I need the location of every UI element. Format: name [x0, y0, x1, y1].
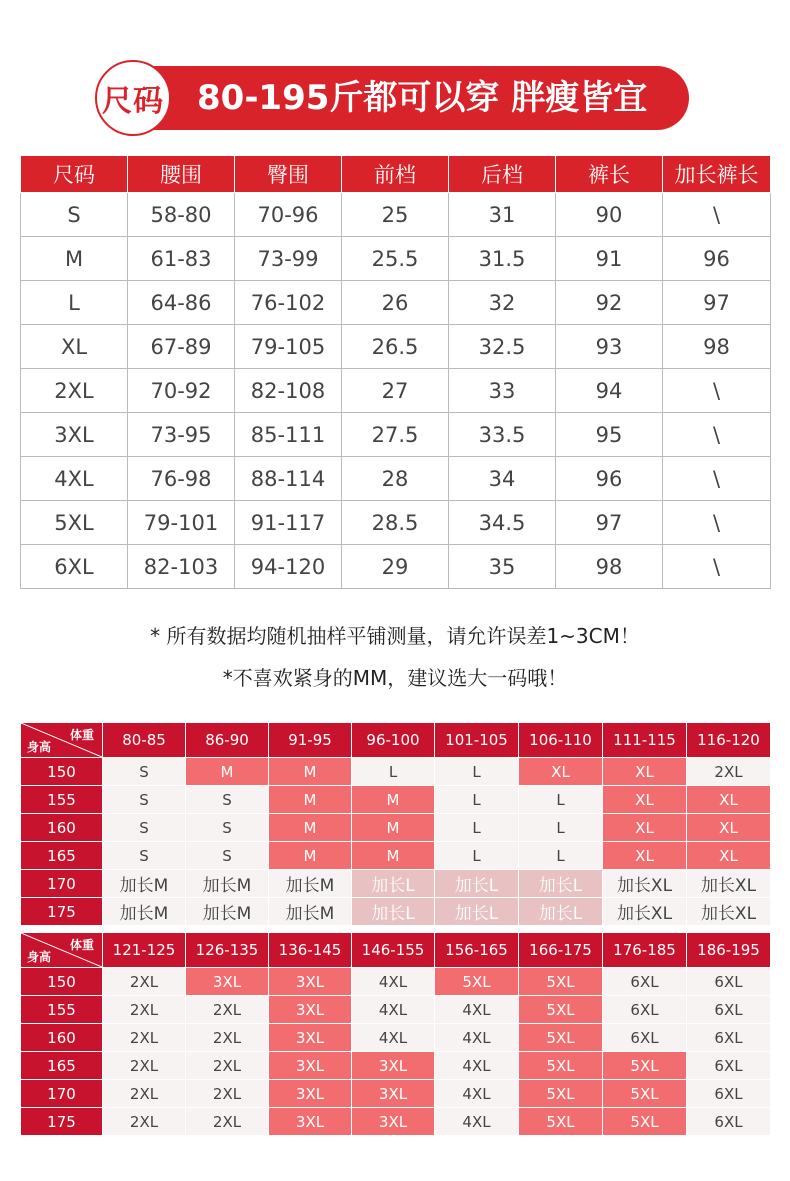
recommended-size-cell: 3XL [269, 1080, 352, 1108]
recommended-size-cell: 加长L [519, 870, 603, 898]
recommended-size-cell: XL [687, 786, 771, 814]
size-table-row [21, 281, 771, 325]
size-recommendation-table-1 [20, 722, 771, 926]
banner-badge-text: 尺码 [102, 84, 164, 119]
recommended-size-cell: XL [687, 842, 771, 870]
recommended-size-cell: 2XL [687, 758, 771, 786]
recommended-size-cell: L [435, 842, 519, 870]
height-label-cell: 160 [21, 1024, 103, 1052]
size-table-cell: 26.5 [342, 325, 449, 369]
rec-table-row [21, 758, 771, 786]
size-table-header-row [21, 156, 771, 193]
size-table-cell: 98 [556, 545, 663, 589]
size-table-cell: 28 [342, 457, 449, 501]
size-table-cell: 76-102 [235, 281, 342, 325]
recommended-size-cell: S [186, 786, 269, 814]
size-table-cell: 98 [663, 325, 771, 369]
recommended-size-cell: 6XL [687, 1052, 771, 1080]
height-label-cell: 170 [21, 870, 103, 898]
recommended-size-cell: S [103, 786, 186, 814]
height-label-cell: 165 [21, 1052, 103, 1080]
rec-table-row [21, 842, 771, 870]
size-table-cell: 34 [449, 457, 556, 501]
size-table-cell: 93 [556, 325, 663, 369]
rec-table-header-row [21, 933, 771, 968]
size-table-row [21, 501, 771, 545]
recommended-size-cell: 4XL [435, 1080, 519, 1108]
recommended-size-cell: XL [603, 786, 687, 814]
size-table-cell: 26 [342, 281, 449, 325]
recommended-size-cell: S [186, 842, 269, 870]
rec-table-row [21, 1024, 771, 1052]
recommended-size-cell: 2XL [186, 1108, 269, 1136]
size-table-cell: 25 [342, 193, 449, 237]
size-table-cell: \ [663, 369, 771, 413]
size-table-cell: 27 [342, 369, 449, 413]
size-table-cell: 31.5 [449, 237, 556, 281]
recommended-size-cell: L [519, 786, 603, 814]
size-table-cell: 88-114 [235, 457, 342, 501]
size-table-header-cell: 后档 [449, 156, 556, 193]
size-table-header-cell: 裤长 [556, 156, 663, 193]
size-table-cell: 95 [556, 413, 663, 457]
size-table-cell: 97 [663, 281, 771, 325]
recommended-size-cell: 加长L [435, 870, 519, 898]
recommended-size-cell: M [269, 786, 352, 814]
recommended-size-cell: 加长XL [603, 898, 687, 926]
size-table-cell: 4XL [21, 457, 128, 501]
recommended-size-cell: 4XL [435, 1108, 519, 1136]
recommended-size-cell: 2XL [103, 968, 186, 996]
size-table-cell: 73-95 [128, 413, 235, 457]
recommended-size-cell: 6XL [687, 1080, 771, 1108]
rec-table-corner-cell [21, 723, 103, 758]
recommended-size-cell: 加长M [103, 870, 186, 898]
weight-range-header: 116-120 [687, 723, 771, 758]
recommended-size-cell: 3XL [352, 1052, 435, 1080]
size-table-cell: 94-120 [235, 545, 342, 589]
size-table-cell: 3XL [21, 413, 128, 457]
recommended-size-cell: S [103, 758, 186, 786]
recommended-size-cell: 4XL [435, 1024, 519, 1052]
recommended-size-cell: 2XL [103, 1052, 186, 1080]
size-table-cell: \ [663, 457, 771, 501]
recommended-size-cell: 6XL [687, 996, 771, 1024]
size-recommendation-table-2 [20, 932, 771, 1136]
banner-badge [95, 60, 171, 136]
recommended-size-cell: 2XL [186, 1052, 269, 1080]
recommended-size-cell: 加长L [435, 898, 519, 926]
recommended-size-cell: 5XL [603, 1080, 687, 1108]
recommended-size-cell: XL [519, 758, 603, 786]
recommended-size-cell: 5XL [519, 1108, 603, 1136]
recommended-size-cell: 2XL [186, 996, 269, 1024]
corner-height-label: 身高 [27, 950, 52, 964]
size-table-cell: 91 [556, 237, 663, 281]
size-table-cell: 29 [342, 545, 449, 589]
size-table-cell: 79-105 [235, 325, 342, 369]
recommended-size-cell: 3XL [269, 1052, 352, 1080]
recommended-size-cell: 加长XL [687, 870, 771, 898]
size-table-cell: 97 [556, 501, 663, 545]
size-table-cell: 28.5 [342, 501, 449, 545]
weight-range-header: 86-90 [186, 723, 269, 758]
size-table-cell: 70-96 [235, 193, 342, 237]
recommended-size-cell: 加长L [352, 898, 435, 926]
weight-range-header: 91-95 [269, 723, 352, 758]
recommended-size-cell: XL [687, 814, 771, 842]
recommended-size-cell: 2XL [186, 1024, 269, 1052]
recommended-size-cell: 3XL [352, 1080, 435, 1108]
recommended-size-cell: 加长M [103, 898, 186, 926]
recommended-size-cell: 4XL [352, 968, 435, 996]
size-table-cell: 27.5 [342, 413, 449, 457]
recommended-size-cell: 加长L [519, 898, 603, 926]
weight-range-header: 166-175 [519, 933, 603, 968]
size-table-cell: 94 [556, 369, 663, 413]
recommended-size-cell: S [186, 814, 269, 842]
recommended-size-cell: L [519, 814, 603, 842]
size-table-cell: 31 [449, 193, 556, 237]
size-table-header-cell: 臀围 [235, 156, 342, 193]
size-table-row [21, 325, 771, 369]
size-table-cell: 6XL [21, 545, 128, 589]
recommended-size-cell: L [519, 842, 603, 870]
size-table-cell: \ [663, 501, 771, 545]
recommended-size-cell: 6XL [687, 968, 771, 996]
height-label-cell: 165 [21, 842, 103, 870]
rec-table-row [21, 1052, 771, 1080]
recommended-size-cell: 4XL [435, 1052, 519, 1080]
recommended-size-cell: 2XL [103, 996, 186, 1024]
recommended-size-cell: M [352, 814, 435, 842]
recommended-size-cell: XL [603, 758, 687, 786]
recommended-size-cell: 加长M [186, 870, 269, 898]
weight-range-header: 136-145 [269, 933, 352, 968]
recommended-size-cell: 2XL [103, 1024, 186, 1052]
size-table-cell: 70-92 [128, 369, 235, 413]
size-table-cell: \ [663, 193, 771, 237]
recommended-size-cell: 3XL [352, 1108, 435, 1136]
height-label-cell: 170 [21, 1080, 103, 1108]
size-table-header-cell: 腰围 [128, 156, 235, 193]
rec-table-header-row [21, 723, 771, 758]
recommended-size-cell: L [352, 758, 435, 786]
size-table-cell: 92 [556, 281, 663, 325]
size-table-cell: 82-103 [128, 545, 235, 589]
size-table-row [21, 413, 771, 457]
recommended-size-cell: 加长M [186, 898, 269, 926]
height-label-cell: 155 [21, 786, 103, 814]
corner-weight-label: 体重 [69, 938, 94, 952]
height-label-cell: 150 [21, 758, 103, 786]
height-label-cell: 175 [21, 1108, 103, 1136]
size-table-cell: L [21, 281, 128, 325]
size-table-cell: 96 [663, 237, 771, 281]
size-table-cell: \ [663, 413, 771, 457]
recommended-size-cell: 5XL [519, 1024, 603, 1052]
rec-table-corner-cell [21, 933, 103, 968]
recommended-size-cell: L [435, 786, 519, 814]
size-table-header-cell: 尺码 [21, 156, 128, 193]
size-table-cell: 67-89 [128, 325, 235, 369]
size-table-cell: 73-99 [235, 237, 342, 281]
recommended-size-cell: 6XL [687, 1024, 771, 1052]
size-table-cell: 64-86 [128, 281, 235, 325]
rec-table-row [21, 898, 771, 926]
size-table-row [21, 457, 771, 501]
size-table-cell: 96 [556, 457, 663, 501]
recommended-size-cell: 3XL [269, 1024, 352, 1052]
size-table-cell: 5XL [21, 501, 128, 545]
size-table-cell: S [21, 193, 128, 237]
size-table-cell: 85-111 [235, 413, 342, 457]
size-table-cell: 32.5 [449, 325, 556, 369]
measurement-note: * 所有数据均随机抽样平铺测量，请允许误差1~3CM！ [150, 624, 640, 648]
weight-range-header: 121-125 [103, 933, 186, 968]
recommended-size-cell: M [352, 842, 435, 870]
size-table-cell: 2XL [21, 369, 128, 413]
height-label-cell: 160 [21, 814, 103, 842]
recommended-size-cell: 加长L [352, 870, 435, 898]
recommended-size-cell: XL [603, 842, 687, 870]
recommended-size-cell: 加长M [269, 870, 352, 898]
recommended-size-cell: 3XL [269, 968, 352, 996]
size-table-row [21, 237, 771, 281]
rec-table-row [21, 968, 771, 996]
weight-range-header: 186-195 [687, 933, 771, 968]
recommended-size-cell: 5XL [603, 1052, 687, 1080]
size-table-cell: 25.5 [342, 237, 449, 281]
size-table-cell: XL [21, 325, 128, 369]
rec-table-row [21, 996, 771, 1024]
recommended-size-cell: 2XL [186, 1080, 269, 1108]
recommended-size-cell: 加长XL [603, 870, 687, 898]
recommended-size-cell: 5XL [519, 996, 603, 1024]
rec-table-row [21, 1108, 771, 1136]
height-label-cell: 155 [21, 996, 103, 1024]
size-up-note: *不喜欢紧身的MM，建议选大一码哦！ [222, 666, 568, 690]
rec-table-row [21, 786, 771, 814]
recommended-size-cell: L [435, 814, 519, 842]
banner-title: 80-195斤都可以穿 胖瘦皆宜 [197, 78, 648, 118]
size-table-cell: 35 [449, 545, 556, 589]
weight-range-header: 126-135 [186, 933, 269, 968]
recommended-size-cell: 加长XL [687, 898, 771, 926]
rec-table-row [21, 870, 771, 898]
recommended-size-cell: S [103, 814, 186, 842]
title-banner [95, 60, 695, 140]
weight-range-header: 101-105 [435, 723, 519, 758]
recommended-size-cell: 4XL [352, 996, 435, 1024]
size-table-cell: 33.5 [449, 413, 556, 457]
size-table-cell: 33 [449, 369, 556, 413]
recommended-size-cell: 6XL [603, 968, 687, 996]
size-table-header-cell: 加长裤长 [663, 156, 771, 193]
corner-height-label: 身高 [27, 740, 52, 754]
size-measurement-table [20, 155, 771, 589]
size-table-cell: 34.5 [449, 501, 556, 545]
recommended-size-cell: M [269, 758, 352, 786]
recommended-size-cell: M [269, 814, 352, 842]
size-table-row [21, 193, 771, 237]
recommended-size-cell: 3XL [269, 996, 352, 1024]
size-table-cell: 90 [556, 193, 663, 237]
recommended-size-cell: S [103, 842, 186, 870]
weight-range-header: 156-165 [435, 933, 519, 968]
recommended-size-cell: 5XL [519, 1080, 603, 1108]
size-table-cell: 58-80 [128, 193, 235, 237]
rec-table-row [21, 1080, 771, 1108]
recommended-size-cell: 3XL [269, 1108, 352, 1136]
corner-weight-label: 体重 [69, 728, 94, 742]
size-table-cell: \ [663, 545, 771, 589]
weight-range-header: 106-110 [519, 723, 603, 758]
size-table-cell: 61-83 [128, 237, 235, 281]
recommended-size-cell: 4XL [352, 1024, 435, 1052]
recommended-size-cell: M [186, 758, 269, 786]
size-table-cell: 82-108 [235, 369, 342, 413]
height-label-cell: 175 [21, 898, 103, 926]
size-table-cell: M [21, 237, 128, 281]
recommended-size-cell: 6XL [687, 1108, 771, 1136]
recommended-size-cell: 加长M [269, 898, 352, 926]
recommended-size-cell: 2XL [103, 1080, 186, 1108]
recommended-size-cell: 3XL [186, 968, 269, 996]
size-table-cell: 32 [449, 281, 556, 325]
recommended-size-cell: 5XL [435, 968, 519, 996]
weight-range-header: 176-185 [603, 933, 687, 968]
height-label-cell: 150 [21, 968, 103, 996]
recommended-size-cell: 2XL [103, 1108, 186, 1136]
recommended-size-cell: 4XL [435, 996, 519, 1024]
weight-range-header: 96-100 [352, 723, 435, 758]
size-table-header-cell: 前档 [342, 156, 449, 193]
recommended-size-cell: 6XL [603, 996, 687, 1024]
recommended-size-cell: 5XL [603, 1108, 687, 1136]
weight-range-header: 111-115 [603, 723, 687, 758]
size-table-cell: 76-98 [128, 457, 235, 501]
recommended-size-cell: 5XL [519, 1052, 603, 1080]
size-table-cell: 79-101 [128, 501, 235, 545]
size-table-row [21, 545, 771, 589]
size-table-cell: 91-117 [235, 501, 342, 545]
recommended-size-cell: M [352, 786, 435, 814]
weight-range-header: 80-85 [103, 723, 186, 758]
recommended-size-cell: M [269, 842, 352, 870]
size-table-row [21, 369, 771, 413]
recommended-size-cell: 5XL [519, 968, 603, 996]
rec-table-row [21, 814, 771, 842]
recommended-size-cell: XL [603, 814, 687, 842]
recommended-size-cell: L [435, 758, 519, 786]
weight-range-header: 146-155 [352, 933, 435, 968]
recommended-size-cell: 6XL [603, 1024, 687, 1052]
